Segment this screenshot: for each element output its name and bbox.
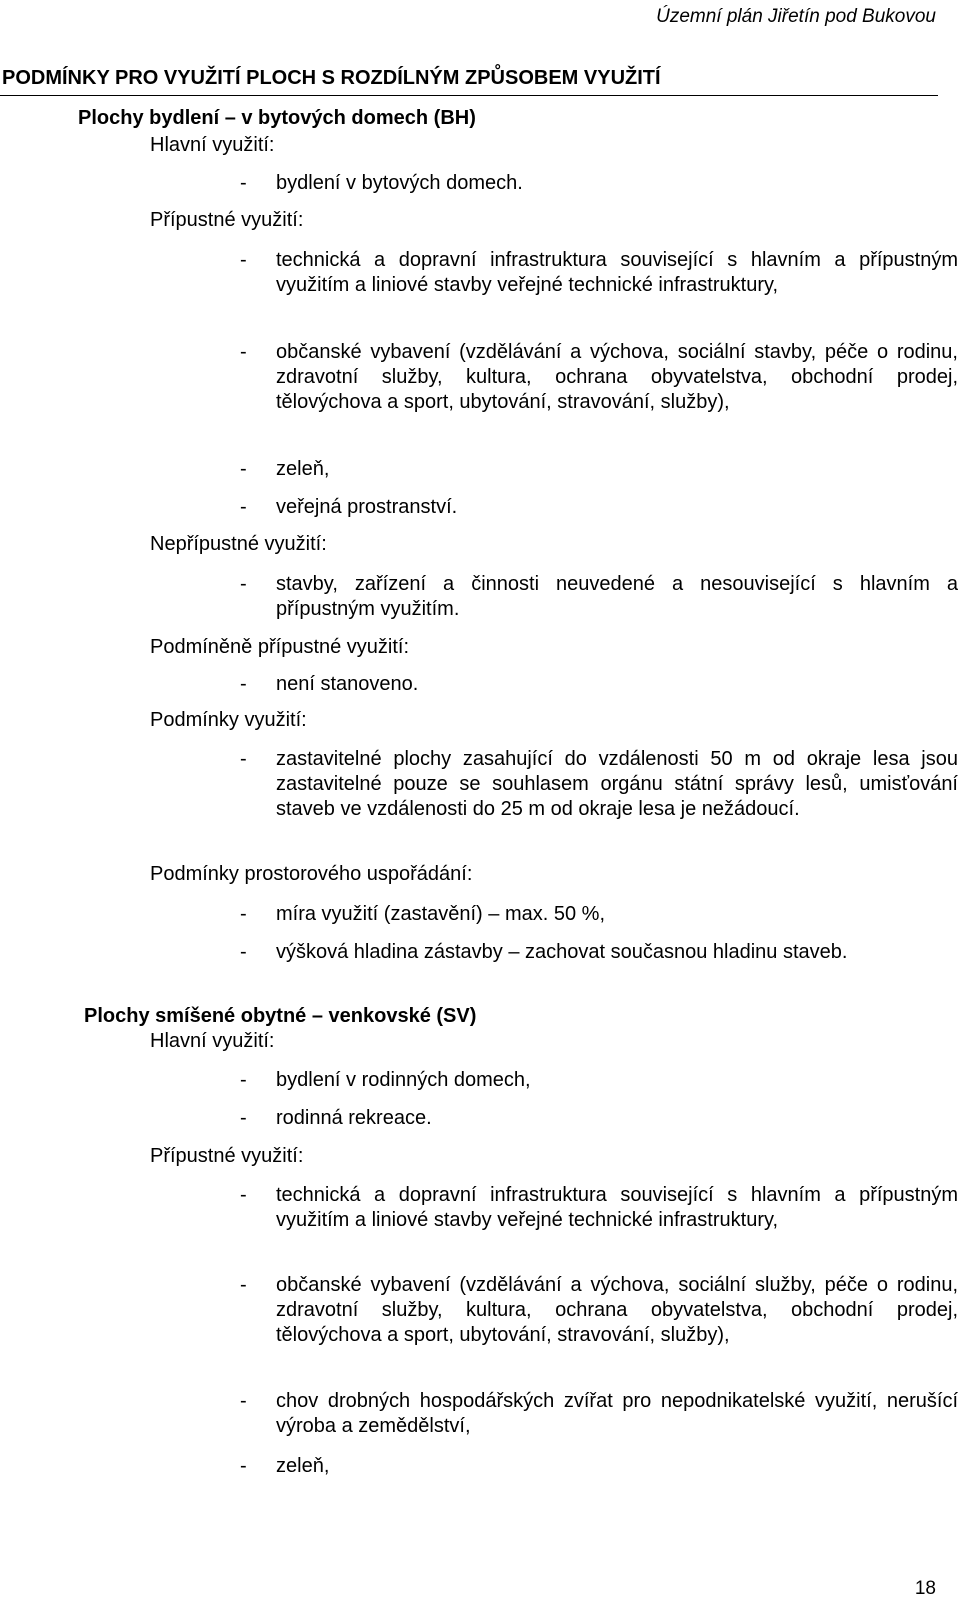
header-divider	[0, 95, 938, 96]
document-header-title: Územní plán Jiřetín pod Bukovou	[656, 6, 936, 27]
subheading-nepripustne-bh: Nepřípustné využití:	[150, 533, 327, 555]
page-number: 18	[914, 1578, 936, 1599]
subheading-pripustne-sv: Přípustné využití:	[150, 1145, 304, 1167]
page-title: PODMÍNKY PRO VYUŽITÍ PLOCH S ROZDÍLNÝM ZPŮSOBEM VYUŽITÍ	[2, 67, 661, 89]
subheading-podminene-bh: Podmíněně přípustné využití:	[150, 636, 410, 658]
section-title-bh: Plochy bydlení – v bytových domech (BH)	[78, 107, 476, 129]
subheading-hlavni-bh: Hlavní využití:	[150, 134, 275, 156]
subheading-podminky-bh: Podmínky využití:	[150, 709, 307, 731]
subheading-hlavni-sv: Hlavní využití:	[150, 1030, 275, 1052]
subheading-prostorove-bh: Podmínky prostorového uspořádání:	[150, 863, 473, 885]
subheading-pripustne-bh: Přípustné využití:	[150, 209, 304, 231]
section-title-sv: Plochy smíšené obytné – venkovské (SV)	[84, 1005, 477, 1027]
